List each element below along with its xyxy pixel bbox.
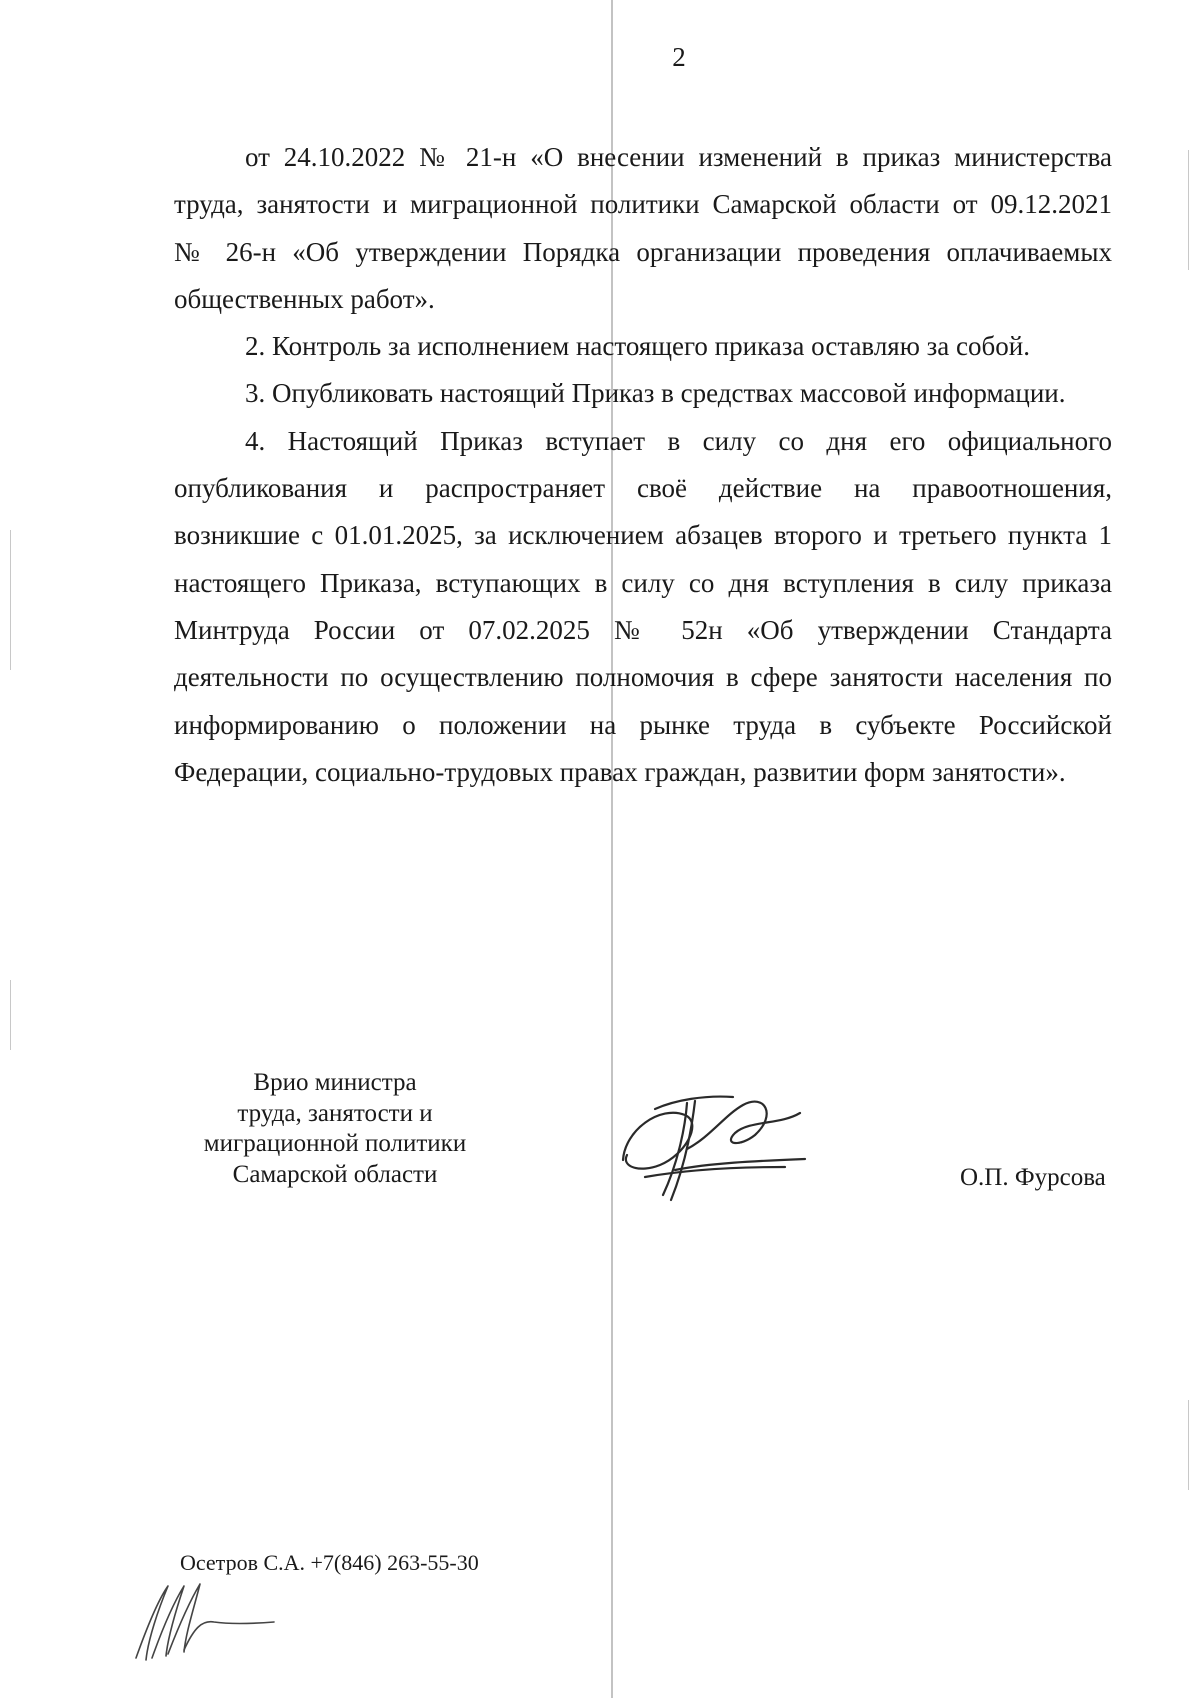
paragraph-4-line-7: информированию о положении на рынке труда в субъекте Российской <box>174 709 1112 740</box>
handwritten-signature <box>615 1075 815 1210</box>
signatory-position <box>168 1068 502 1190</box>
paragraph-1-line-1: от 24.10.2022 № 21-н «О внесении изменений в приказ министерства <box>245 142 1112 172</box>
paragraph-1-line-4: общественных работ». <box>174 283 435 314</box>
paragraph-4-line-1: 4. Настоящий Приказ вступает в силу со дня его официального <box>245 425 1112 456</box>
scanner-edge-mark <box>10 980 11 1050</box>
paragraph-4-line-6: деятельности по осуществлению полномочия в сфере занятости населения по <box>174 662 1112 693</box>
paragraph-4-line-3: возникшие с 01.01.2025, за исключением абзацев второго и третьего пункта 1 <box>174 520 1112 551</box>
paragraph-4-line-8: Федерации, социально-трудовых правах граждан, развитии форм занятости». <box>174 756 1066 787</box>
signatory-title-line: Самарской области <box>232 1160 438 1188</box>
paragraph-2: 2. Контроль за исполнением настоящего приказа оставляю за собой. <box>245 331 1030 362</box>
paragraph-1-line-2: труда, занятости и миграционной политики Самарской области от 09.12.2021 <box>174 189 1112 220</box>
page-number: 2 <box>672 42 686 72</box>
signer-name: О.П. Фурсова <box>960 1164 1106 1191</box>
signatory-title-line: миграционной политики <box>203 1130 467 1157</box>
executor-initials-mark <box>128 1580 278 1664</box>
paragraph-4-line-2: опубликования и распространяет своё действие на правоотношения, <box>174 473 1112 504</box>
signatory-title-line: Врио министра <box>253 1069 417 1096</box>
paragraph-1-line-3: № 26-н «Об утверждении Порядка организации проведения оплачиваемых <box>174 236 1112 267</box>
scanner-edge-mark <box>1188 150 1189 270</box>
signatory-title-line: труда, занятости и <box>237 1099 433 1127</box>
paragraph-4-line-4: настоящего Приказа, вступающих в силу со дня вступления в силу приказа <box>174 567 1112 598</box>
paragraph-4-line-5: Минтруда России от 07.02.2025 № 52н «Об утверждении Стандарта <box>174 614 1112 645</box>
paragraph-3: 3. Опубликовать настоящий Приказ в средствах массовой информации. <box>245 378 1066 409</box>
scanner-edge-mark <box>10 530 11 670</box>
order-body-text <box>174 134 1112 796</box>
executor-contact: Осетров С.А. +7(846) 263-55-30 <box>180 1550 479 1575</box>
scanner-edge-mark <box>1188 1400 1189 1490</box>
